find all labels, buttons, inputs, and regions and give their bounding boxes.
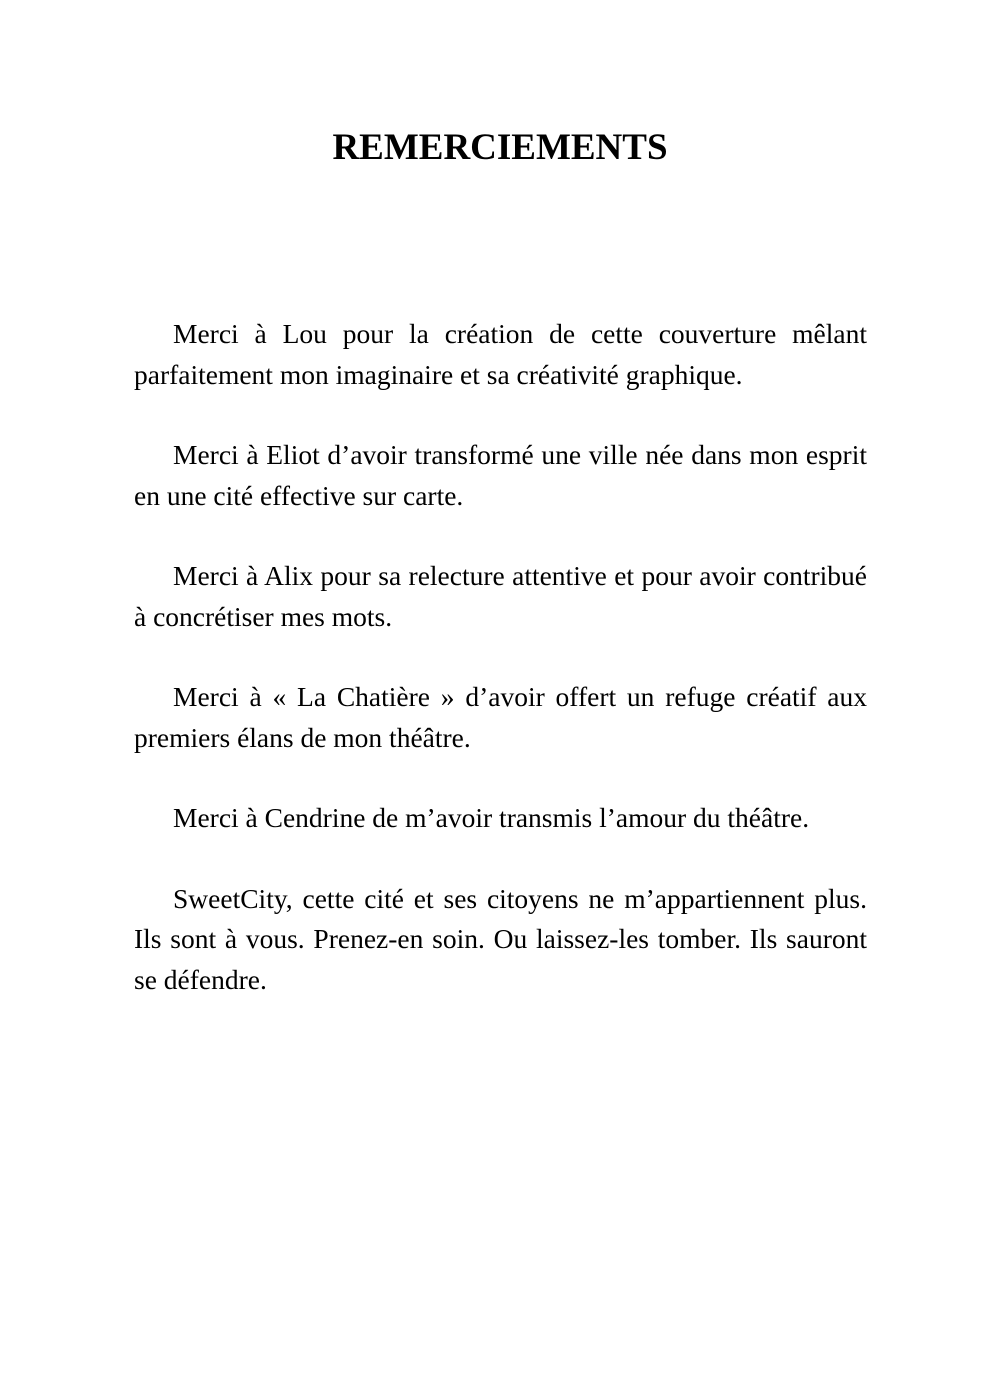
- paragraph-lou: Merci à Lou pour la création de cette couverture mêlant parfaitement mon imaginaire et sa créativité graphique.: [134, 318, 867, 390]
- paragraph-alix: Merci à Alix pour sa relecture attentive et pour avoir contribué à concrétiser mes mots.: [134, 560, 867, 632]
- acknowledgements-body: [134, 314, 867, 1040]
- paragraph-eliot: Merci à Eliot d’avoir transformé une ville née dans mon esprit en une cité effective sur carte.: [134, 439, 867, 511]
- page-title: REMERCIEMENTS: [332, 127, 668, 168]
- paragraph-sweetcity: SweetCity, cette cité et ses citoyens ne m’appartiennent plus. Ils sont à vous. Prenez-en soin. Ou laissez-les tomber. Ils sauront se défendre.: [134, 882, 867, 995]
- paragraph-la-chatiere: Merci à « La Chatière » d’avoir offert un refuge créatif aux premiers élans de mon théâtre.: [134, 681, 867, 753]
- paragraph-cendrine: Merci à Cendrine de m’avoir transmis l’amour du théâtre.: [173, 802, 810, 833]
